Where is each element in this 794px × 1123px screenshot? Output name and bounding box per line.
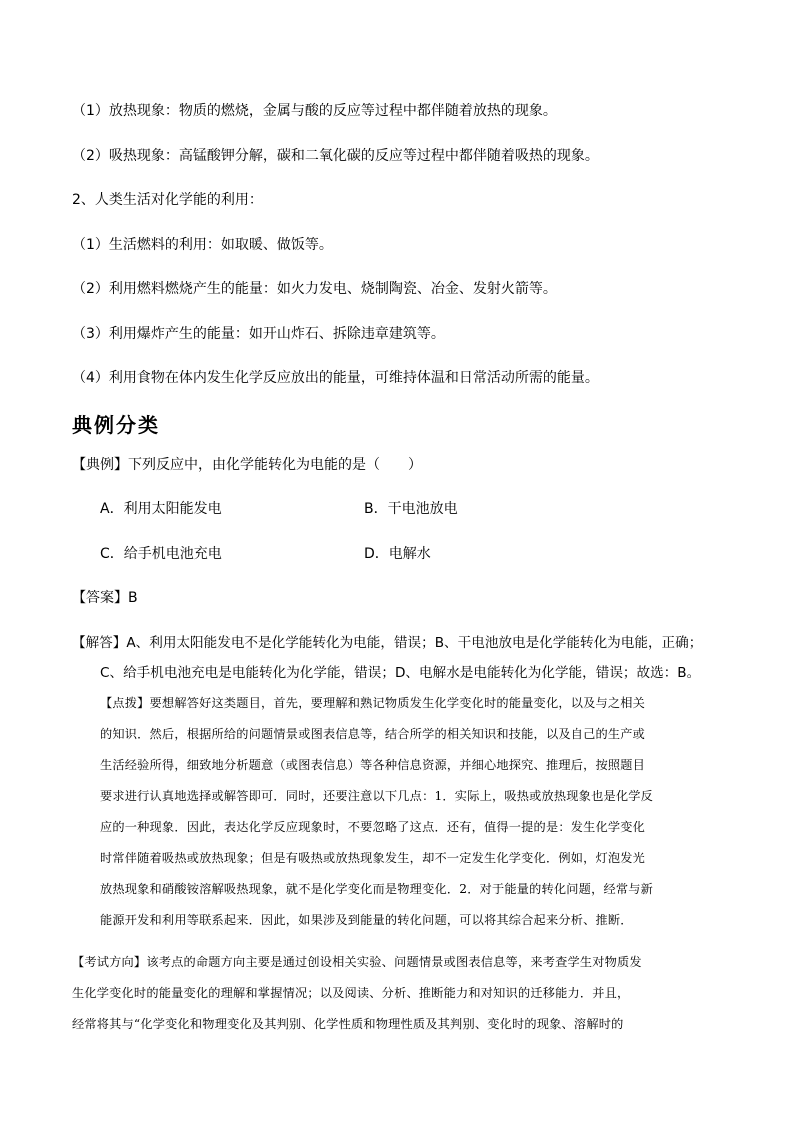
endothermic-line: （2）吸热现象：高锰酸钾分解，碳和二氧化碳的反应等过程中都伴随着吸热的现象。: [72, 148, 599, 164]
solution-line-2: C、给手机电池充电是电能转化为化学能，错误；D、电解水是电能转化为化学能，错误；故选：B。: [100, 665, 701, 681]
option-a: A．利用太阳能发电: [100, 501, 222, 517]
tip-line-5: 应的一种现象．因此，表达化学反应现象时，不要忽略了这点．还有，值得一提的是：发生化学变化: [100, 820, 646, 834]
option-b: B．干电池放电: [364, 501, 458, 517]
tip-line-4: 要求进行认真地选择或解答即可．同时，还要注意以下几点：1．实际上，吸热或放热现象也是化学反: [100, 789, 654, 803]
exothermic-line: （1）放热现象：物质的燃烧，金属与酸的反应等过程中都伴随着放热的现象。: [72, 103, 557, 119]
tip-line-1: 【点拨】要想解答好这类题目，首先，要理解和熟记物质发生化学变化时的能量变化，以及与之相关: [100, 696, 646, 710]
tip-line-3: 生活经验所得，细致地分析题意（或图表信息）等各种信息资源，并细心地探究、推理后，按照题目: [100, 758, 646, 772]
tip-line-8: 能源开发和利用等联系起来．因此，如果涉及到能量的转化问题，可以将其综合起来分析、推断．: [100, 913, 633, 927]
section2-title: 2、人类生活对化学能的利用：: [72, 192, 263, 208]
exam-line-1: 【考试方向】该考点的命题方向主要是通过创设相关实验、问题情景或图表信息等，来考查学生对物质发: [72, 955, 642, 969]
tip-line-6: 时常伴随着吸热或放热现象；但是有吸热或放热现象发生，却不一定发生化学变化．例如，灯泡发光: [100, 851, 646, 865]
option-c: C．给手机电池充电: [100, 546, 222, 562]
option-d: D．电解水: [364, 546, 431, 562]
question: 【典例】下列反应中，由化学能转化为电能的是（ ）: [72, 457, 422, 473]
use-line-1: （1）生活燃料的利用：如取暖、做饭等。: [72, 237, 333, 253]
use-line-4: （4）利用食物在体内发生化学反应放出的能量，可维持体温和日常活动所需的能量。: [72, 370, 599, 386]
tip-line-7: 放热现象和硝酸铵溶解吸热现象，就不是化学变化而是物理变化．2．对于能量的转化问题，经常与新: [100, 882, 654, 896]
use-line-2: （2）利用燃料燃烧产生的能量：如火力发电、烧制陶瓷、冶金、发射火箭等。: [72, 281, 557, 297]
use-line-3: （3）利用爆炸产生的能量：如开山炸石、拆除违章建筑等。: [72, 326, 445, 342]
solution-line-1: 【解答】A、利用太阳能发电不是化学能转化为电能，错误；B、干电池放电是化学能转化为电能，正确；: [72, 635, 703, 651]
exam-line-3: 经常将其与“化学变化和物理变化及其判别、化学性质和物理性质及其判别、变化时的现象、溶解时的: [72, 1017, 624, 1031]
answer: 【答案】B: [72, 590, 138, 606]
tip-line-2: 的知识．然后，根据所给的问题情景或图表信息等，结合所学的相关知识和技能，以及自己的生产或: [100, 727, 646, 741]
section-heading: 典例分类: [72, 413, 160, 437]
exam-line-2: 生化学变化时的能量变化的理解和掌握情况；以及阅读、分析、推断能力和对知识的迁移能力．并且，: [72, 986, 630, 1000]
